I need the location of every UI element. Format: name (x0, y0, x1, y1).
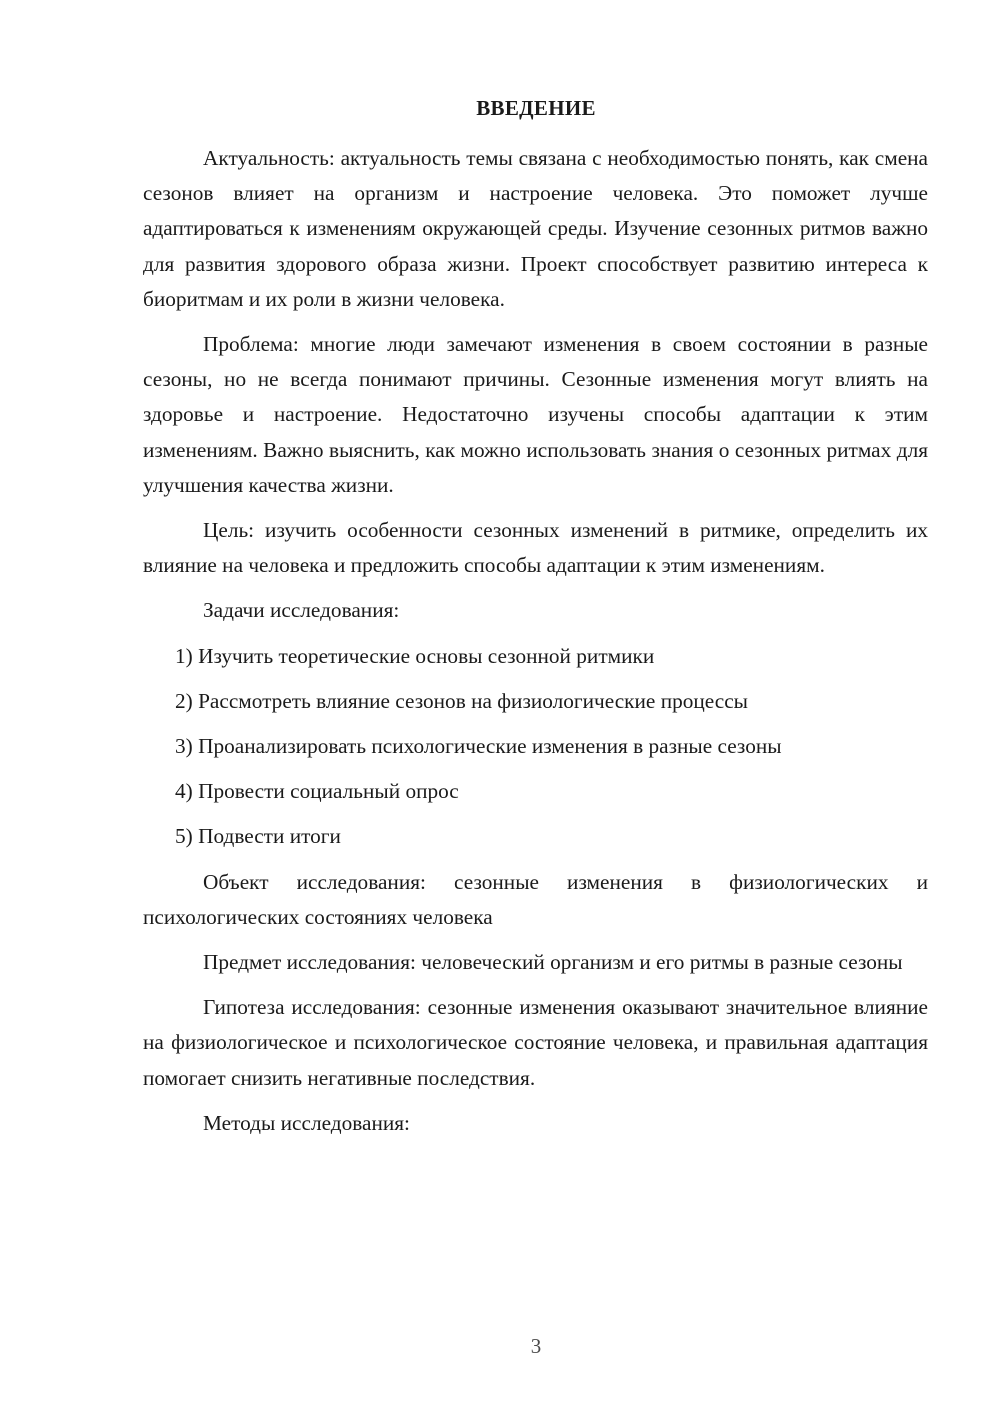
task-item: 5) Подвести итоги (175, 824, 341, 849)
task-item: 3) Проанализировать психологические изменения в разные сезоны (175, 734, 782, 759)
relevance-paragraph: Актуальность: актуальность темы связана с необходимостью понять, как смена сезонов влияет на организм и настроение человека. Это поможет лучше адаптироваться к изменениям окружающей среды. Изучение сезонных ритмов важно для развития здорового образа жизни. Проект способствует развитию интереса к биоритмам и их роли в жизни человека. (143, 146, 928, 311)
page-number: 3 (530, 1334, 542, 1358)
tasks-heading: Задачи исследования: (203, 598, 400, 623)
problem-paragraph: Проблема: многие люди замечают изменения в своем состоянии в разные сезоны, но не всегда понимают причины. Сезонные изменения могут влиять на здоровье и настроение. Недостаточно изучены способы адаптации к этим изменениям. Важно выяснить, как можно использовать знания о сезонных ритмах для улучшения качества жизни. (143, 332, 928, 497)
subject-paragraph: Предмет исследования: человеческий организм и его ритмы в разные сезоны (203, 950, 903, 975)
goal-paragraph: Цель: изучить особенности сезонных изменений в ритмике, определить их влияние на человека и предложить способы адаптации к этим изменениям. (143, 518, 928, 578)
methods-heading: Методы исследования: (203, 1110, 410, 1135)
task-item: 4) Провести социальный опрос (175, 779, 459, 804)
document-body (143, 141, 928, 1151)
hypothesis-paragraph: Гипотеза исследования: сезонные изменения оказывают значительное влияние на физиологическое и психологическое состояние человека, и правильная адаптация помогает снизить негативные последствия. (143, 995, 928, 1090)
task-item: 1) Изучить теоретические основы сезонной ритмики (175, 643, 655, 668)
page-title: ВВЕДЕНИЕ (476, 96, 596, 120)
object-paragraph: Объект исследования: сезонные изменения в физиологических и психологических состояниях человека (143, 869, 928, 929)
task-item: 2) Рассмотреть влияние сезонов на физиологические процессы (175, 688, 748, 713)
